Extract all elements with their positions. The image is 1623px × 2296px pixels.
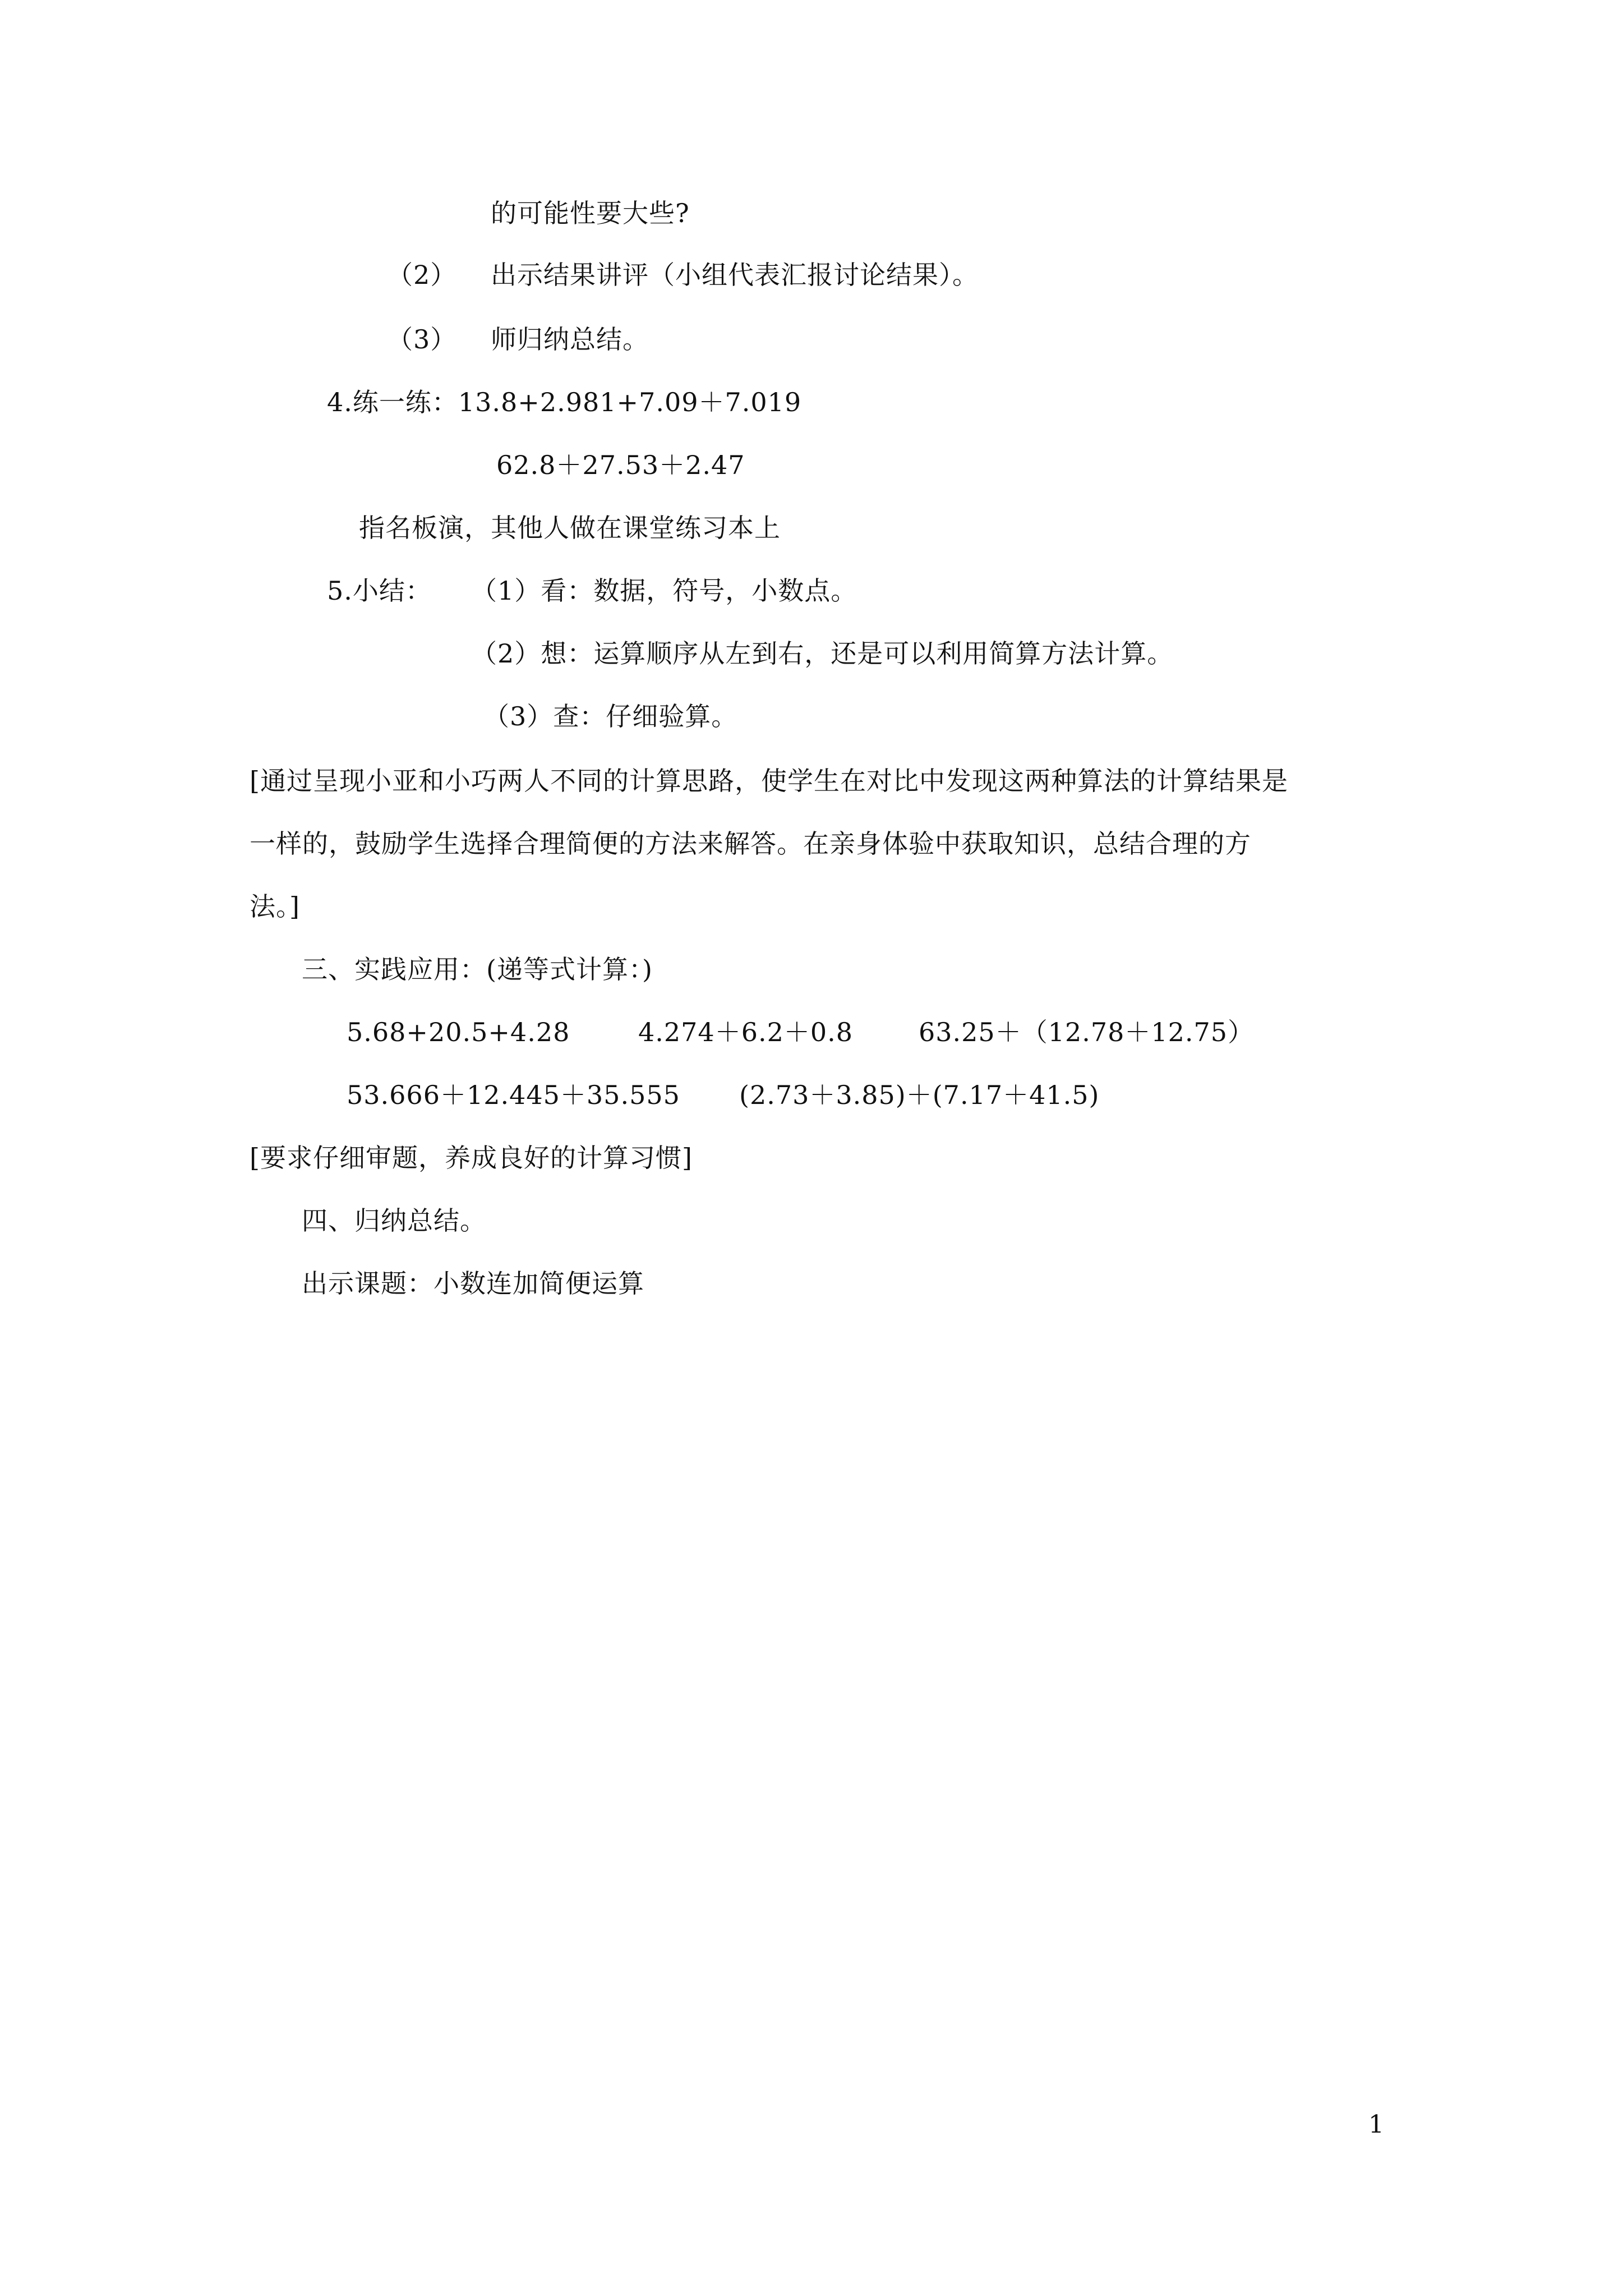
text-line (250, 1141, 693, 1175)
line-text: 师归纳总结。 (491, 324, 649, 355)
text-line (483, 700, 737, 733)
line-text: 指名板演，其他人做在课堂练习本上 (359, 513, 781, 543)
line-text: 4.练一练：13.8+2.981+7.09＋7.019 (327, 387, 802, 417)
text-line (347, 1078, 1300, 1112)
expression: (2.73＋3.85)＋(7.17＋41.5) (739, 1080, 1100, 1110)
line-text: 出示结果讲评（小组代表汇报讨论结果）。 (491, 260, 979, 290)
line-text: [通过呈现小亚和小巧两人不同的计算思路，使学生在对比中发现这两种算法的计算结果是 (250, 766, 1288, 796)
expression: 5.68+20.5+4.28 (347, 1017, 570, 1047)
text-line (491, 196, 690, 230)
line-text: 三、实践应用：(递等式计算：) (302, 954, 653, 984)
line-text: （3）查：仔细验算。 (483, 701, 738, 731)
page-number: 1 (1368, 2110, 1384, 2139)
line-text: （2）想：运算顺序从左到右，还是可以利用简算方法计算。 (471, 638, 1174, 669)
text-line (327, 385, 801, 419)
text-line (250, 890, 300, 923)
expression: 63.25＋（12.78＋12.75） (919, 1017, 1255, 1047)
expression: 4.274＋6.2＋0.8 (638, 1017, 853, 1047)
line-text: 一样的，鼓励学生选择合理简便的方法来解答。在亲身体验中获取知识，总结合理的方 (250, 829, 1251, 859)
text-line (387, 323, 836, 356)
text-line (471, 637, 1173, 670)
text-line (387, 258, 1172, 292)
list-marker: （2） (387, 260, 457, 290)
line-text: （1）看：数据，符号，小数点。 (471, 576, 857, 606)
text-line (302, 1204, 486, 1237)
text-line (250, 827, 1251, 861)
line-text: 法。] (250, 891, 300, 922)
text-line (302, 953, 653, 986)
section-label: 5.小结： (327, 576, 432, 606)
text-line (359, 511, 781, 545)
text-line (250, 764, 1288, 798)
list-marker: （3） (387, 324, 457, 355)
text-line (302, 1267, 644, 1300)
text-line (327, 574, 1168, 608)
line-text: [要求仔细审题，养成良好的计算习惯] (250, 1143, 693, 1173)
expression: 53.666＋12.445＋35.555 (347, 1080, 680, 1110)
line-text: 出示课题：小数连加简便运算 (302, 1268, 644, 1299)
line-text: 的可能性要大些? (491, 198, 690, 228)
text-line (496, 448, 745, 482)
text-line (347, 1015, 1300, 1049)
line-text: 四、归纳总结。 (302, 1205, 486, 1236)
line-text: 62.8＋27.53＋2.47 (496, 450, 745, 480)
